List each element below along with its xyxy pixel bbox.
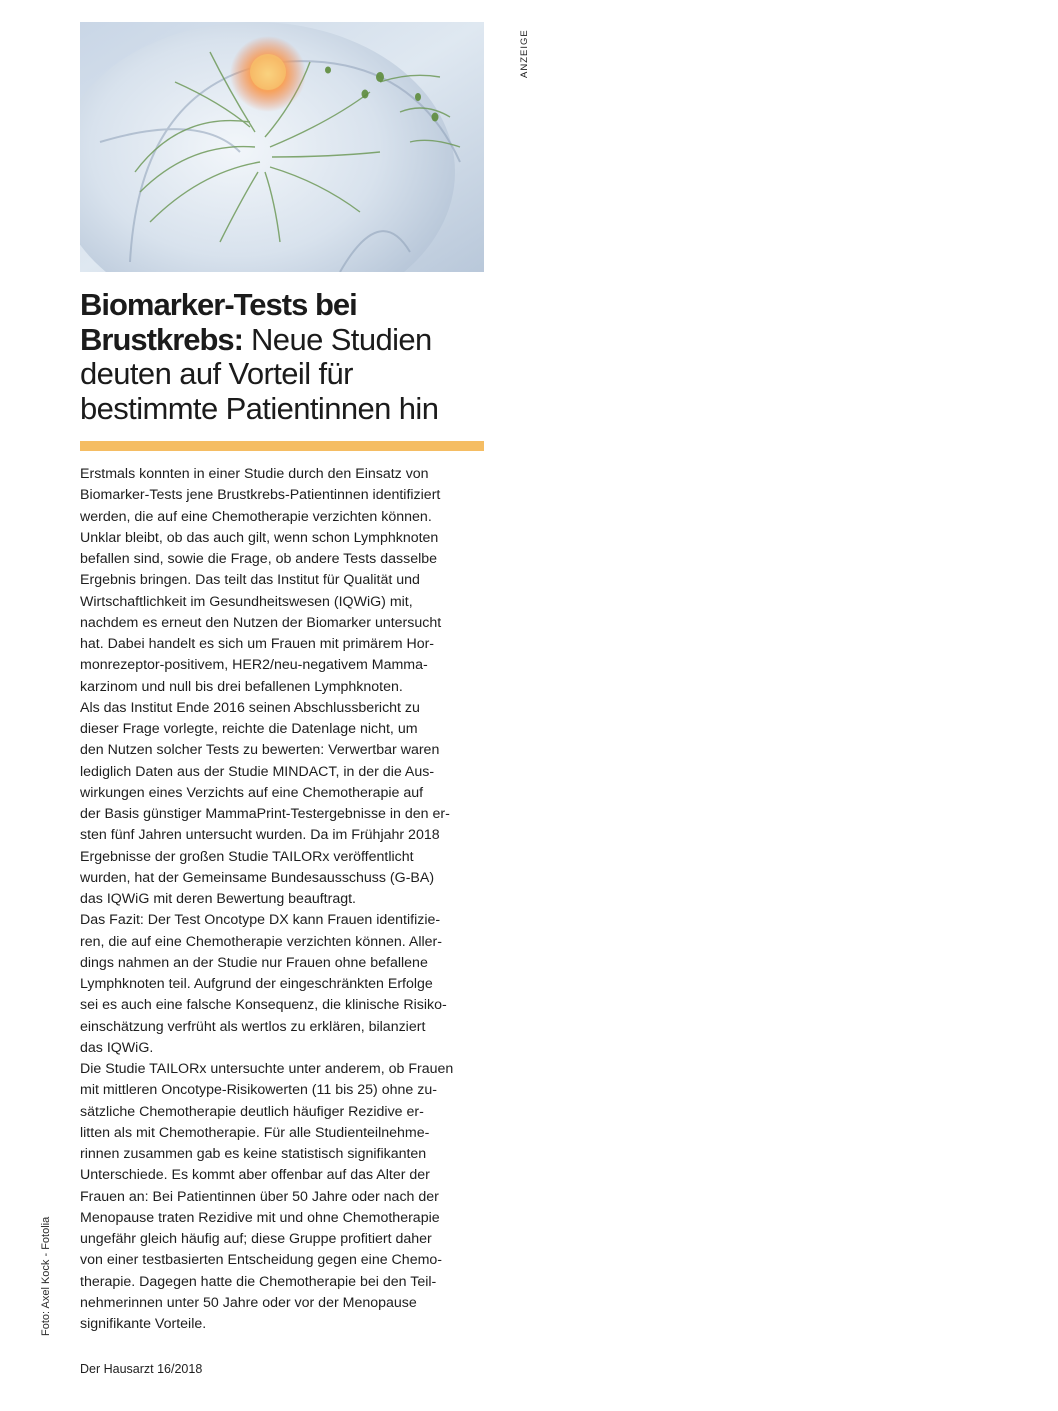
article-line: einschätzung verfrüht als wertlos zu erklären, bilanziert <box>80 1018 426 1035</box>
headline-light-line2: Neue Studien <box>243 321 432 357</box>
article-line: rinnen zusammen gab es keine statistisch signifikanten <box>80 1146 427 1162</box>
article-line: werden, die auf eine Chemotherapie verzichten können. <box>80 508 432 525</box>
headline-bold-line1: Biomarker-Tests bei <box>80 287 357 322</box>
article-line: signifikante Vorteile. <box>80 1316 207 1332</box>
article-line: lediglich Daten aus der Studie MINDACT, in der die Aus- <box>80 763 435 780</box>
article-line: Lymphknoten teil. Aufgrund der eingeschränkten Erfolge <box>80 976 433 992</box>
article-line: wirkungen eines Verzichts auf eine Chemotherapie auf <box>80 784 424 801</box>
article-line: dings nahmen an der Studie nur Frauen ohne befallene <box>80 954 428 971</box>
article-line: Erstmals konnten in einer Studie durch den Einsatz von <box>80 466 429 482</box>
article-line: Biomarker-Tests jene Brustkrebs-Patientinnen identifiziert <box>80 487 441 504</box>
article-line: sätzliche Chemotherapie deutlich häufiger Rezidive er- <box>80 1103 424 1120</box>
article-line: hat. Dabei handelt es sich um Frauen mit primärem Hor- <box>80 636 435 652</box>
advertisement-label: ANZEIGE <box>519 29 530 78</box>
article-line: therapie. Dagegen hatte die Chemotherapie bei den Teil- <box>80 1273 437 1290</box>
headline-line3: deuten auf Vorteil für <box>80 356 353 391</box>
article-line: Unterschiede. Es kommt aber offenbar auf das Alter der <box>80 1167 430 1184</box>
headline-bold-line2: Brustkrebs: <box>80 321 243 357</box>
article-line: karzinom und null bis drei befallenen Lymphknoten. <box>80 678 403 695</box>
headline-line4: bestimmte Patientinnen hin <box>80 390 439 426</box>
article-line: Als das Institut Ende 2016 seinen Abschlussbericht zu <box>80 699 420 716</box>
page-footer: Der Hausarzt 16/2018 <box>80 1362 203 1376</box>
article-line: Unklar bleibt, ob das auch gilt, wenn schon Lymphknoten <box>80 529 439 546</box>
article-line: den Nutzen solcher Tests zu bewerten: Verwertbar waren <box>80 742 440 759</box>
article-line: wurden, hat der Gemeinsame Bundesausschuss (G-BA) <box>80 869 435 886</box>
article-line: von einer testbasierten Entscheidung gegen eine Chemo- <box>80 1252 443 1269</box>
article-line: Das Fazit: Der Test Oncotype DX kann Frauen identifizie- <box>80 912 441 929</box>
article-line: Wirtschaftlichkeit im Gesundheitswesen (IQWiG) mit, <box>80 593 413 610</box>
article-headline <box>80 288 490 426</box>
article-body <box>80 464 484 1335</box>
photo-credit: Foto: Axel Kock - Fotolia <box>40 1216 52 1336</box>
article-line: sei es auch eine falsche Konsequenz, die klinische Risiko- <box>80 997 447 1014</box>
accent-rule <box>80 441 484 451</box>
hero-illustration <box>80 22 484 272</box>
article-line: monrezeptor-positivem, HER2/neu-negativem Mamma- <box>80 657 428 674</box>
article-line: sten fünf Jahren untersucht wurden. Da im Frühjahr 2018 <box>80 827 440 844</box>
article-line: nehmerinnen unter 50 Jahre oder vor der Menopause <box>80 1294 417 1311</box>
article-line: befallen sind, sowie die Frage, ob andere Tests dasselbe <box>80 551 438 567</box>
article-line: Ergebnis bringen. Das teilt das Institut für Qualität und <box>80 572 420 589</box>
article-line: der Basis günstiger MammaPrint-Testergebnisse in den er- <box>80 806 450 822</box>
article-line: Die Studie TAILORx untersuchte unter anderem, ob Frauen <box>80 1061 454 1077</box>
article-line: ungefähr gleich häufig auf; diese Gruppe profitiert daher <box>80 1231 432 1247</box>
article-line: litten als mit Chemotherapie. Für alle Studienteilnehme- <box>80 1124 430 1141</box>
article-line: mit mittleren Oncotype-Risikowerten (11 bis 25) ohne zu- <box>80 1082 437 1099</box>
article-line: Frauen an: Bei Patientinnen über 50 Jahre oder nach der <box>80 1188 439 1205</box>
article-line: das IQWiG mit deren Bewertung beauftragt. <box>80 891 356 907</box>
article-line: Ergebnisse der großen Studie TAILORx veröffentlicht <box>80 848 414 865</box>
article-line: das IQWiG. <box>80 1039 154 1056</box>
article-line: nachdem es erneut den Nutzen der Biomarker untersucht <box>80 614 442 631</box>
article-line: Menopause traten Rezidive mit und ohne Chemotherapie <box>80 1209 440 1226</box>
article-line: ren, die auf eine Chemotherapie verzichten können. Aller- <box>80 933 442 950</box>
article-line: dieser Frage vorlegte, reichte die Datenlage nicht, um <box>80 721 418 737</box>
